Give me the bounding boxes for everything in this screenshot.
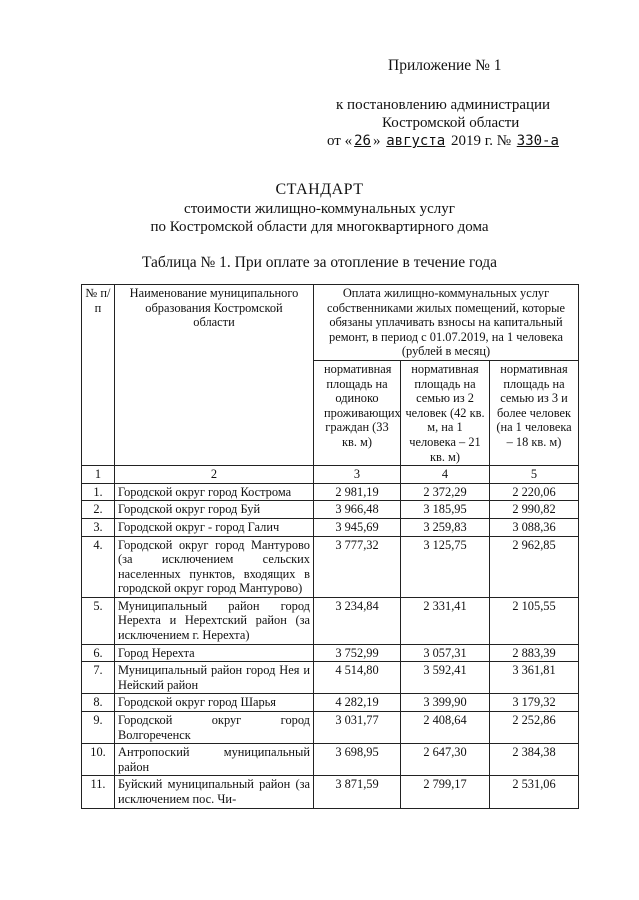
appendix-label: Приложение № 1 — [388, 57, 502, 74]
row-value-single: 3 871,59 — [314, 776, 401, 808]
row-name: Городской округ - город Галич — [115, 518, 314, 536]
table-row — [82, 694, 579, 712]
row-number: 1. — [82, 483, 115, 501]
date-prefix: от « — [327, 133, 353, 149]
index-cell: 3 — [314, 466, 401, 484]
row-value-two: 3 125,75 — [401, 536, 490, 597]
row-name: Муниципальный район город Нерехта и Нерехтский район (за исключением г. Нерехта) — [115, 597, 314, 644]
row-value-single: 3 752,99 — [314, 644, 401, 662]
row-name: Муниципальный район город Нея и Нейский район — [115, 662, 314, 694]
row-value-three: 2 252,86 — [490, 712, 579, 744]
row-value-single: 3 698,95 — [314, 744, 401, 776]
row-name: Городской округ город Волгореченск — [115, 712, 314, 744]
date-month: августа — [386, 133, 446, 149]
resolution-number: 330-а — [516, 133, 559, 149]
header-sub-two: нормативная площадь на семью из 2 человек (42 кв. м, на 1 человека – 21 кв. м) — [401, 360, 490, 465]
row-value-single: 2 981,19 — [314, 483, 401, 501]
row-value-two: 3 185,95 — [401, 501, 490, 519]
row-value-single: 3 031,77 — [314, 712, 401, 744]
row-name: Буйский муниципальный район (за исключением пос. Чи- — [115, 776, 314, 808]
row-value-single: 3 234,84 — [314, 597, 401, 644]
row-value-single: 4 514,80 — [314, 662, 401, 694]
row-number: 7. — [82, 662, 115, 694]
row-number: 6. — [82, 644, 115, 662]
row-value-two: 3 399,90 — [401, 694, 490, 712]
row-value-two: 2 372,29 — [401, 483, 490, 501]
resolution-line-1: к постановлению администрации — [336, 97, 551, 113]
table-header-row — [82, 285, 579, 361]
table-row — [82, 597, 579, 644]
row-value-three: 2 531,06 — [490, 776, 579, 808]
row-name: Городской округ город Буй — [115, 501, 314, 519]
table-row — [82, 744, 579, 776]
row-value-two: 3 259,83 — [401, 518, 490, 536]
index-cell: 5 — [490, 466, 579, 484]
date-year-number: 2019 г. № — [450, 133, 512, 149]
row-number: 11. — [82, 776, 115, 808]
table-row — [82, 712, 579, 744]
row-value-two: 2 408,64 — [401, 712, 490, 744]
document-title: СТАНДАРТ — [275, 181, 364, 198]
date-mid: » — [372, 133, 381, 149]
table-row — [82, 644, 579, 662]
table-row — [82, 536, 579, 597]
table-row — [82, 776, 579, 808]
row-value-single: 3 945,69 — [314, 518, 401, 536]
row-number: 3. — [82, 518, 115, 536]
header-number: № п/п — [82, 285, 115, 466]
date-day: 26 — [354, 133, 371, 149]
resolution-line-2: Костромской области — [382, 115, 520, 131]
row-value-two: 3 592,41 — [401, 662, 490, 694]
table-row — [82, 501, 579, 519]
row-name: Городской округ город Кострома — [115, 483, 314, 501]
table-caption: Таблица № 1. При оплате за отопление в течение года — [141, 254, 498, 271]
index-cell: 4 — [401, 466, 490, 484]
row-value-two: 2 331,41 — [401, 597, 490, 644]
document-subtitle-1: стоимости жилищно-коммунальных услуг — [184, 201, 455, 217]
index-cell: 1 — [82, 466, 115, 484]
row-value-three: 2 883,39 — [490, 644, 579, 662]
header-payment-group: Оплата жилищно-коммунальных услуг собственниками жилых помещений, которые обязаны уплачивать взносы на капитальный ремонт, в период с 01.07.2019, на 1 человека (рублей в месяц) — [314, 285, 579, 361]
header-name: Наименование муниципального образования Костромской области — [115, 285, 314, 466]
row-name: Городской округ город Мантурово (за исключением сельских населенных пунктов, входящих в городской округ город Мантурово) — [115, 536, 314, 597]
row-value-single: 3 777,32 — [314, 536, 401, 597]
standard-table — [81, 284, 579, 809]
row-value-two: 2 647,30 — [401, 744, 490, 776]
index-cell: 2 — [115, 466, 314, 484]
row-number: 5. — [82, 597, 115, 644]
row-value-three: 2 105,55 — [490, 597, 579, 644]
row-value-three: 2 990,82 — [490, 501, 579, 519]
table-row — [82, 518, 579, 536]
row-name: Антропоский муниципальный район — [115, 744, 314, 776]
row-value-three: 3 361,81 — [490, 662, 579, 694]
table-index-row — [82, 466, 579, 484]
row-number: 8. — [82, 694, 115, 712]
row-number: 2. — [82, 501, 115, 519]
document-subtitle-2: по Костромской области для многоквартирного дома — [150, 219, 489, 235]
row-name: Городской округ город Шарья — [115, 694, 314, 712]
row-value-single: 3 966,48 — [314, 501, 401, 519]
table-row — [82, 483, 579, 501]
resolution-date-line — [327, 133, 561, 150]
header-sub-three: нормативная площадь на семью из 3 и более человек (на 1 человека – 18 кв. м) — [490, 360, 579, 465]
row-number: 9. — [82, 712, 115, 744]
row-value-two: 3 057,31 — [401, 644, 490, 662]
row-value-three: 2 962,85 — [490, 536, 579, 597]
row-number: 10. — [82, 744, 115, 776]
row-value-three: 3 179,32 — [490, 694, 579, 712]
header-sub-single: нормативная площадь на одиноко проживающих граждан (33 кв. м) — [314, 360, 401, 465]
table-row — [82, 662, 579, 694]
row-number: 4. — [82, 536, 115, 597]
row-value-two: 2 799,17 — [401, 776, 490, 808]
row-value-three: 2 220,06 — [490, 483, 579, 501]
row-value-three: 2 384,38 — [490, 744, 579, 776]
row-value-single: 4 282,19 — [314, 694, 401, 712]
row-value-three: 3 088,36 — [490, 518, 579, 536]
row-name: Город Нерехта — [115, 644, 314, 662]
